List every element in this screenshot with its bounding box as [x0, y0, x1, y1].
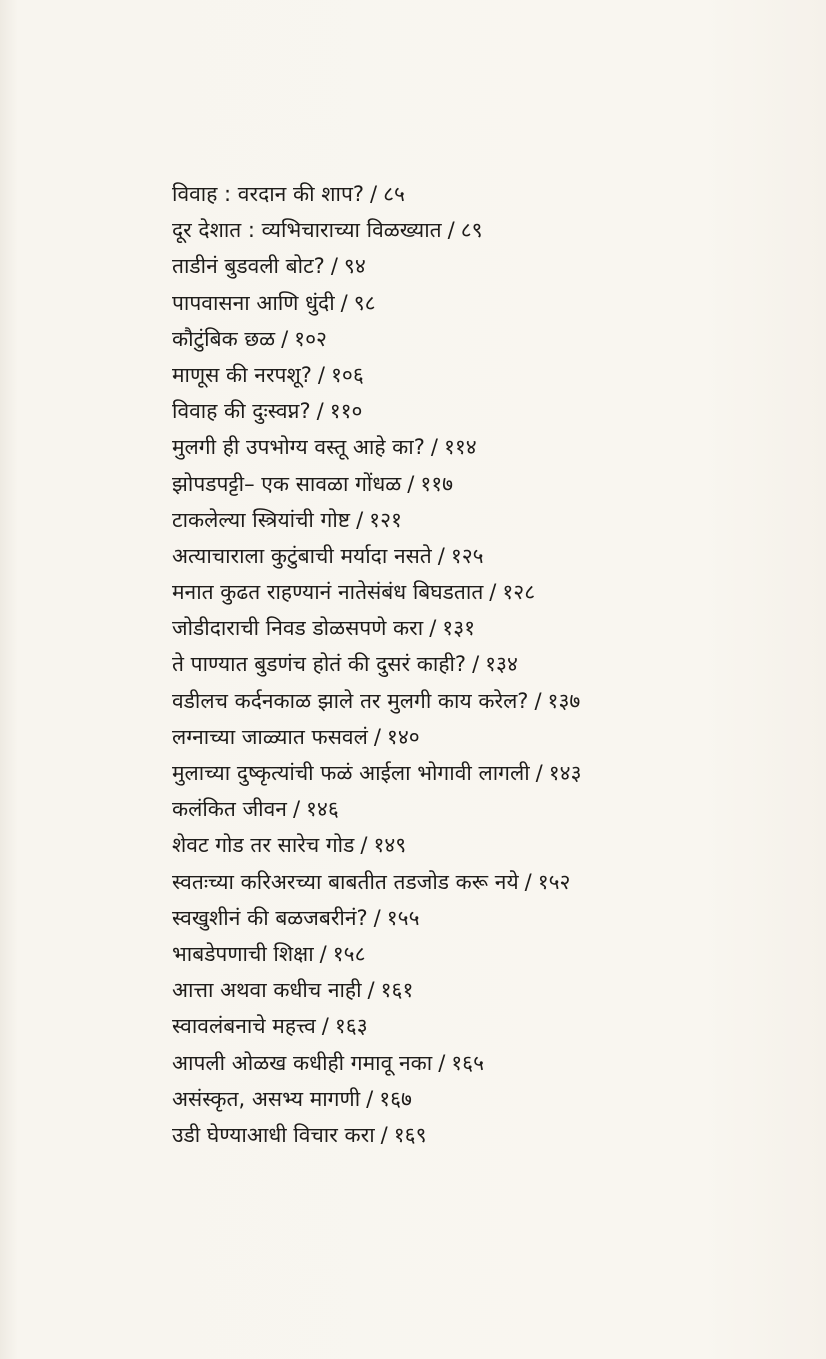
entry-separator: / [535, 761, 543, 785]
entry-separator: / [340, 290, 348, 315]
entry-page-number: १४६ [306, 797, 339, 822]
entry-title: असंस्कृत, असभ्य मागणी [172, 1086, 361, 1111]
entry-separator: / [367, 978, 375, 1003]
entry-separator: / [407, 471, 415, 496]
entry-title: मुलगी ही उपभोग्य वस्तू आहे का? [172, 435, 425, 460]
entry-separator: / [319, 941, 327, 966]
entry-page-number: १५२ [537, 869, 571, 894]
entry-title: पापवासना आणि धुंदी [172, 290, 335, 315]
entry-page-number: १४० [386, 724, 420, 749]
toc-entry [172, 864, 812, 900]
entry-page-number: १२१ [369, 507, 402, 532]
entry-page-number: १६१ [380, 978, 414, 1003]
entry-title: आत्ता अथवा कधीच नाही [172, 978, 362, 1003]
entry-page-number: ८९ [460, 218, 483, 243]
entry-page-number: १४३ [548, 761, 582, 785]
toc-entry [172, 719, 812, 755]
entry-page-number: १४९ [373, 833, 407, 858]
entry-title: अत्याचाराला कुटुंबाची मर्यादा नसते [172, 543, 432, 568]
entry-title: टाकलेल्या स्त्रियांची गोष्ट [172, 507, 351, 532]
entry-page-number: ९४ [343, 254, 366, 279]
entry-separator: / [292, 797, 301, 822]
entry-page-number: १६९ [393, 1122, 427, 1147]
entry-title: कौटुंबिक छळ [172, 326, 276, 351]
toc-entry [172, 972, 812, 1008]
entry-title: मनात कुढत राहण्यानं नातेसंबंध बिघडतात [172, 580, 484, 605]
entry-title: लग्नाच्या जाळ्यात फसवलं [172, 724, 368, 749]
entry-page-number: १६३ [334, 1014, 368, 1039]
entry-separator: / [366, 1086, 374, 1111]
entry-separator: / [317, 362, 325, 387]
entry-separator: / [370, 182, 378, 206]
entry-separator: / [524, 869, 532, 894]
toc-entry [172, 1117, 812, 1153]
entry-page-number: १६७ [379, 1086, 412, 1111]
entry-page-number: १०६ [330, 362, 364, 387]
toc-entry [172, 936, 812, 972]
toc-entry [172, 900, 812, 936]
toc-entry [172, 1045, 812, 1081]
toc-entry [172, 755, 812, 791]
toc-entry [172, 574, 812, 610]
entry-page-number: १५५ [386, 905, 420, 930]
entry-page-number: १५८ [332, 941, 366, 966]
toc-entry [172, 429, 812, 465]
toc-entry [172, 321, 812, 357]
entry-separator: / [437, 543, 445, 568]
entry-title: स्वावलंबनाचे महत्त्व [172, 1014, 316, 1039]
entry-separator: / [447, 218, 455, 243]
entry-title: शेवट गोड तर सारेच गोड [172, 833, 355, 858]
entry-page-number: १२८ [502, 580, 536, 605]
toc-entry [172, 502, 812, 538]
entry-separator: / [429, 616, 437, 641]
entry-separator: / [438, 1050, 446, 1075]
entry-title: वडीलच कर्दनकाळ झाले तर मुलगी काय करेल? [172, 688, 529, 713]
entry-separator: / [321, 1014, 329, 1039]
entry-title: कलंकित जीवन [172, 797, 287, 822]
entry-page-number: ९८ [353, 290, 376, 315]
entry-title: आपली ओळख कधीही गमावू नका [172, 1050, 433, 1075]
entry-separator: / [356, 507, 364, 532]
entry-title: जोडीदाराची निवड डोळसपणे करा [172, 616, 424, 641]
toc-entry [172, 683, 812, 719]
entry-separator: / [373, 724, 381, 749]
entry-page-number: ११० [329, 399, 363, 424]
entry-title: स्वतःच्या करिअरच्या बाबतीत तडजोड करू नये [172, 869, 519, 894]
entry-title: विवाह : वरदान की शाप? [172, 182, 365, 206]
entry-page-number: ११७ [420, 471, 454, 496]
toc-entry [172, 538, 812, 574]
entry-title: भाबडेपणाची शिक्षा [172, 941, 314, 966]
entry-page-number: १०२ [294, 326, 327, 351]
toc-entry [172, 212, 812, 248]
table-of-contents [172, 176, 812, 1153]
entry-page-number: १२५ [450, 543, 484, 568]
toc-entry [172, 393, 812, 429]
entry-title: उडी घेण्याआधी विचार करा [172, 1122, 375, 1147]
entry-page-number: १३१ [442, 616, 476, 641]
toc-entry [172, 827, 812, 863]
entry-title: माणूस की नरपशू? [172, 362, 312, 387]
entry-separator: / [472, 652, 480, 677]
toc-entry [172, 285, 812, 321]
toc-entry [172, 646, 812, 682]
toc-entry [172, 1008, 812, 1044]
entry-title: स्वखुशीनं की बळजबरीनं? [172, 905, 368, 930]
entry-separator: / [373, 905, 381, 930]
entry-title: दूर देशात : व्यभिचाराच्या विळख्यात [172, 218, 442, 243]
entry-separator: / [380, 1122, 388, 1147]
toc-entry [172, 357, 812, 393]
entry-title: झोपडपट्टी– एक सावळा गोंधळ [172, 471, 402, 496]
entry-page-number: १३७ [547, 688, 581, 713]
entry-separator: / [360, 833, 368, 858]
entry-page-number: ८५ [383, 182, 405, 206]
entry-separator: / [316, 399, 324, 424]
toc-entry [172, 248, 812, 284]
toc-entry [172, 466, 812, 502]
toc-entry [172, 1081, 812, 1117]
toc-entry [172, 176, 812, 212]
entry-title: मुलाच्या दुष्कृत्यांची फळं आईला भोगावी लागली [172, 761, 530, 785]
entry-separator: / [430, 435, 438, 460]
toc-entry [172, 791, 812, 827]
entry-separator: / [330, 254, 338, 279]
entry-separator: / [534, 688, 542, 713]
entry-title: ते पाण्यात बुडणंच होतं की दुसरं काही? [172, 652, 467, 677]
entry-page-number: १३४ [485, 652, 518, 677]
entry-page-number: ११४ [443, 435, 477, 460]
entry-title: ताडीनं बुडवली बोट? [172, 254, 325, 279]
entry-title: विवाह की दुःस्वप्न? [172, 399, 311, 424]
toc-entry [172, 610, 812, 646]
entry-separator: / [281, 326, 289, 351]
entry-separator: / [489, 580, 497, 605]
entry-page-number: १६५ [451, 1050, 485, 1075]
